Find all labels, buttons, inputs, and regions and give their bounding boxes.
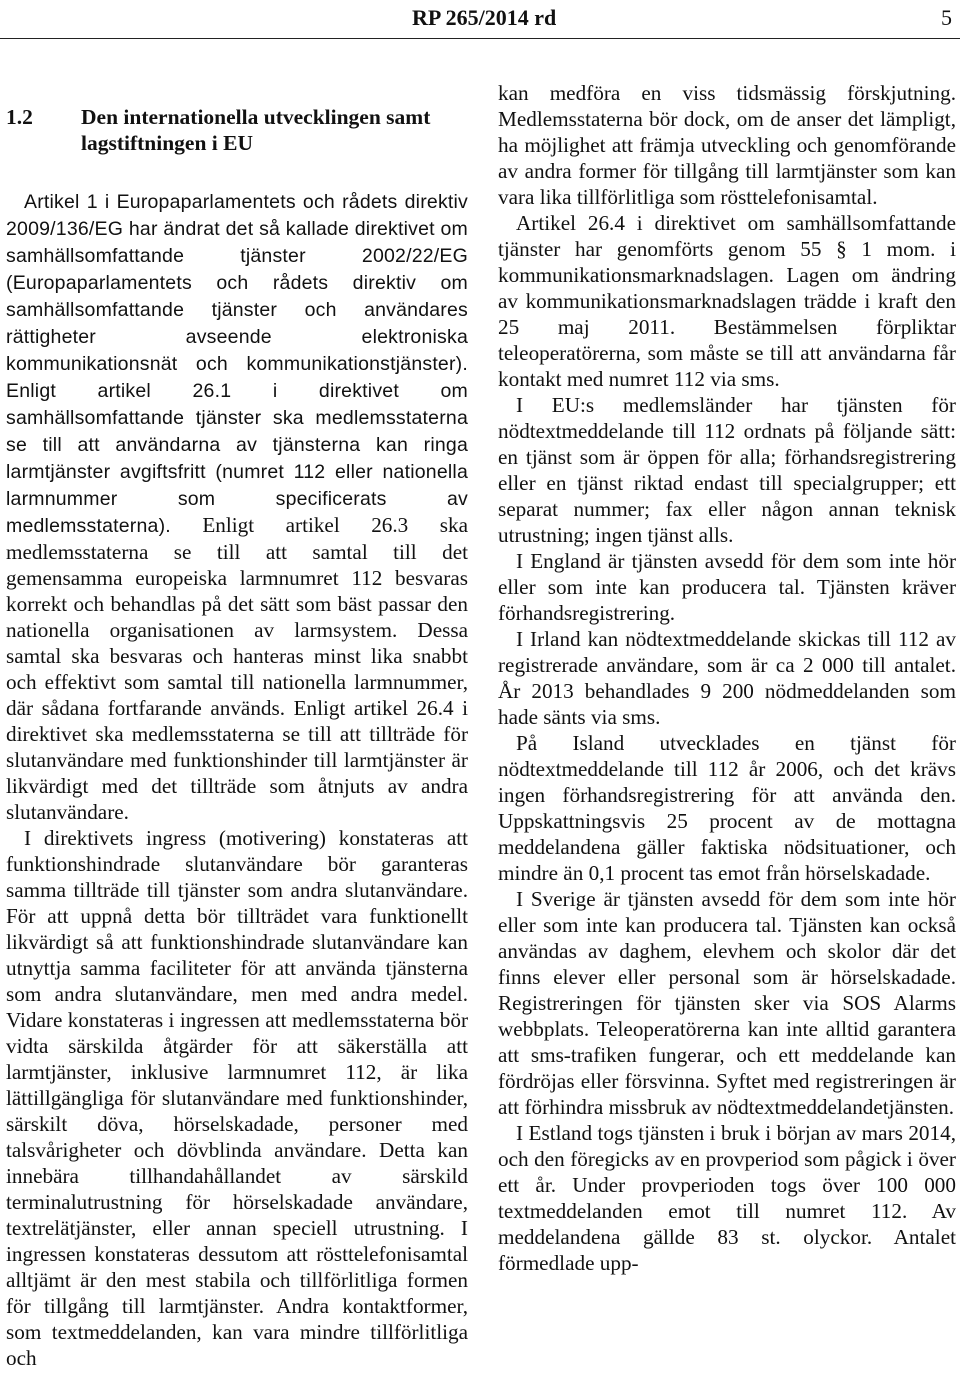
right-column	[498, 80, 956, 1276]
paragraph-directive-preamble: I direktivets ingress (motivering) konstateras att funktionshindrade slutanvändare bör garanteras samma tillträde till tjänster som andra slutanvändare. För att uppnå detta bör tillträdet vara funktionellt likvärdigt så att funktionshindrade slutanvändare kan utnyttja samma faciliteter för att använda tjänsterna som andra slutanvändare, men med andra medel. Vidare konstateras i ingressen att medlemsstaterna bör vidta särskilda åtgärder för att säkerställa att larmtjänster, inklusive larmnumret 112, är lika lättillgängliga för slutanvändare med funktionshinder, särskilt döva, hörselskadade, personer med talsvårigheter och dövblinda användare. Detta kan innebära tillhandahållandet av särskild terminalutrustning för hörselskadade användare, textrelätjänster, eller annan speciell utrustning. I ingressen konstateras dessutom att rösttelefonisamtal alltjämt är den mest stabila och tillförlitliga formen för tillgång till larmtjänster. Andra kontaktformer, som textmeddelanden, kan vara mindre tillförlitliga och	[6, 826, 468, 1370]
page-number: 5	[941, 5, 952, 30]
paragraph-england: I England är tjänsten avsedd för dem som inte hör eller som inte kan producera tal. Tjänsten kräver förhandsregistrering.	[498, 549, 956, 625]
section-heading	[6, 104, 468, 156]
paragraph-estonia: I Estland togs tjänsten i bruk i början av mars 2014, och den föregicks av en provperiod som pågick i över ett år. Under provperioden togs över 100 000 textmeddelanden emot till numret 112. Av meddelandena gällde 83 st. olyckor. Antalet förmedlade upp-	[498, 1121, 956, 1275]
paragraph-finnish-implementation: Artikel 26.4 i direktivet om samhällsomfattande tjänster har genomförts genom 55 § 1 mom. i kommunikationsmarknadslagen. Lagen om ändring av kommunikationsmarknadslagen trädde i kraft den 25 maj 2011. Bestämmelsen förpliktar teleoperatörerna, som måste se till att användarna får kontakt med numret 112 via sms.	[498, 211, 956, 391]
paragraph-directive-article-serif: Enligt artikel 26.3 ska medlemsstaterna se till att samtal till det gemensamma europeiska larmnumret 112 besvaras korrekt och behandlas på det sätt som bäst passar den nationella organisationen av larmsystem. Dessa samtal ska besvaras och hanteras minst lika snabbt och effektivt som samtal till nationella larmnummer, där sådana fortfarande används. Enligt artikel 26.4 i direktivet ska medlemsstaterna se till att tillträde för slutanvändare med funktionshinder till larmtjänster är likvärdigt med det tillträde som åtnjuts av andra slutanvändare.	[6, 513, 468, 824]
paragraph-iceland: På Island utvecklades en tjänst för nödtextmeddelande till 112 år 2006, och det krävs ingen förhandsregistrering för att använda den. Uppskattningsvis 25 procent av de mottagna meddelandena gäller faktiska nödsituationer, och mindre än 0,1 procent tas emot från hörselskadade.	[498, 731, 956, 885]
header-rule	[0, 38, 960, 39]
paragraph-directive-article-sans: Artikel 1 i Europaparlamentets och rådets direktiv 2009/136/EG har ändrat det så kallade direktivet om samhällsomfattande tjänster 2002/22/EG (Europaparlamentets och rådets direktiv om samhällsomfattande tjänster och användares rättigheter avseende elektroniska kommunikationsnät och kommunikationstjänster). Enligt artikel 26.1 i direktivet om samhällsomfattande tjänster ska medlemsstaterna se till att användarna av tjänsterna kan ringa larmtjänster avgiftsfritt (numret 112 eller nationella larmnummer som specificerats av medlemsstaterna).	[6, 191, 468, 537]
paragraph-directive-article	[6, 188, 468, 825]
paragraph-eu-members: I EU:s medlemsländer har tjänsten för nödtextmeddelande till 112 ordnats på följande sätt: en tjänst som är öppen för alla; förhandsregistrering eller en tjänst riktad endast till specialgrupper; ett separat nummer; fax eller någon annan teknisk utrustning; ingen tjänst alls.	[498, 393, 956, 547]
document-id: RP 265/2014 rd	[412, 5, 557, 30]
paragraph-ireland: I Irland kan nödtextmeddelande skickas till 112 av registrerade användare, som är ca 2 000 till antalet. År 2013 behandlades 9 200 nödmeddelanden som hade sänts via sms.	[498, 627, 956, 729]
section-number: 1.2	[6, 105, 33, 129]
page-header	[0, 2, 960, 36]
left-column	[6, 80, 468, 1371]
section-title: Den internationella utvecklingen samt lagstiftningen i EU	[81, 105, 431, 155]
paragraph-sweden: I Sverige är tjänsten avsedd för dem som inte hör eller som inte kan producera tal. Tjänsten kan också användas av daghem, elevhem och skolor där det finns elever eller personal som är hörselskadade. Registreringen för tjänsten sker via SOS Alarms webbplats. Teleoperatörerna kan inte alltid garantera att sms-trafiken fungerar, och ett meddelande kan fördröjas eller försvinna. Syftet med registreringen är att förhindra missbruk av nödtextmeddelandetjänsten.	[498, 887, 956, 1119]
paragraph-continuation: kan medföra en viss tidsmässig förskjutning. Medlemsstaterna bör dock, om de anser det lämpligt, ha möjlighet att främja utveckling och genomförande av andra former för tillgång till larmtjänster som kan vara lika tillförlitliga som rösttelefonisamtal.	[498, 81, 956, 209]
